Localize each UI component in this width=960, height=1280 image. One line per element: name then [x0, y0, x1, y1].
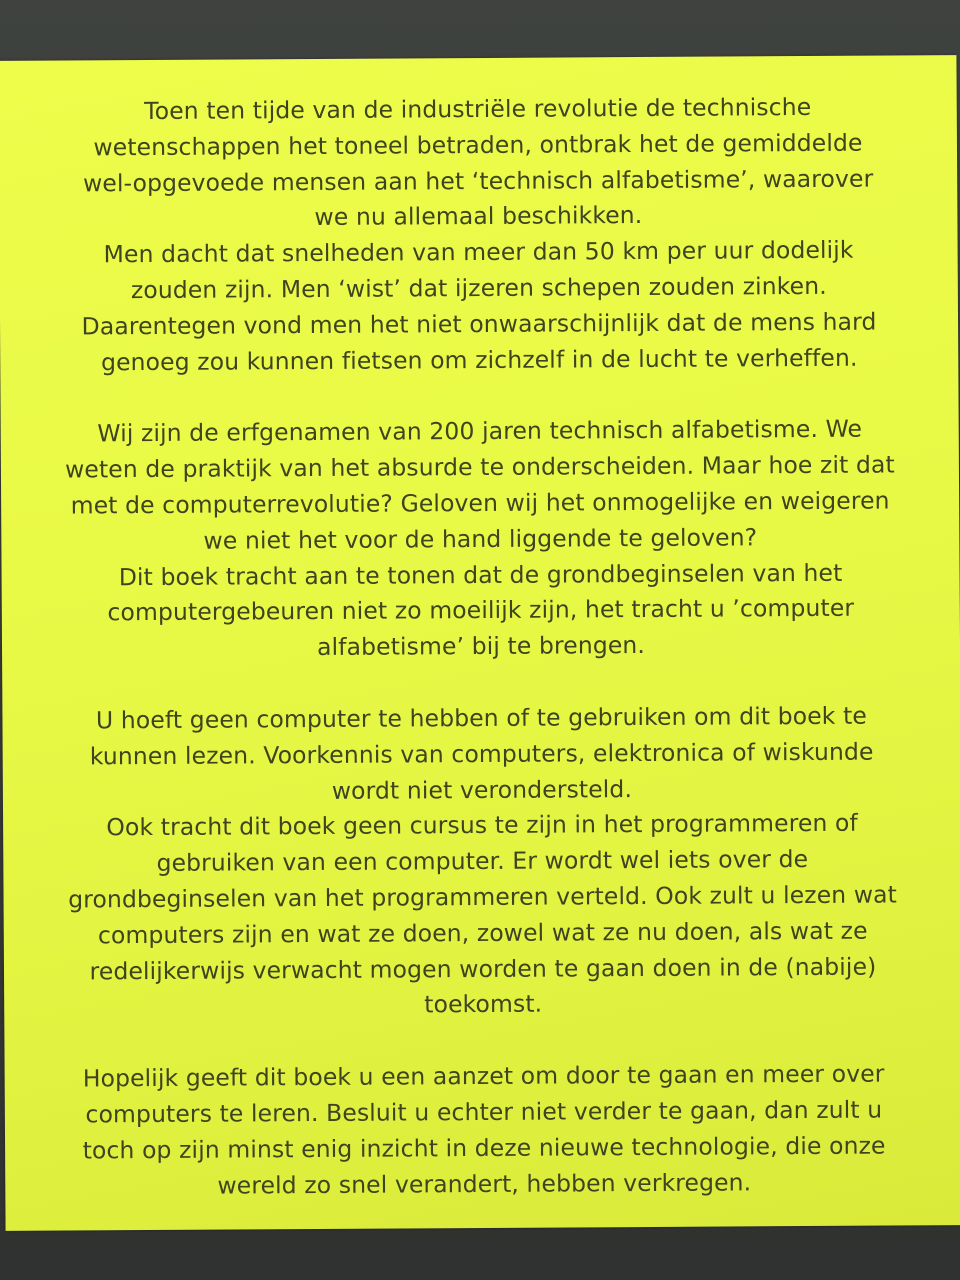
- text-line: we niet het voor de hand liggende te geloven?: [203, 523, 758, 555]
- text-line: wordt niet verondersteld.: [331, 774, 633, 805]
- text-line: grondbeginselen van het programmeren verteld. Ook zult u lezen wat: [68, 880, 898, 914]
- text-line: Wij zijn de erfgenamen van 200 jaren technisch alfabetisme. We: [97, 415, 863, 448]
- text-line: genoeg zou kunnen fietsen om zichzelf in de lucht te verheffen.: [100, 343, 858, 376]
- text-line: weten de praktijk van het absurde te onderscheiden. Maar hoe zit dat: [64, 450, 895, 484]
- text-line: Hopelijk geeft dit boek u een aanzet om door te gaan en meer over: [82, 1059, 885, 1093]
- paragraph-gap: [40, 376, 918, 417]
- paragraph-2: [41, 412, 921, 668]
- text-line: toch op zijn minst enig inzicht in deze nieuwe technologie, die onze: [82, 1131, 886, 1165]
- text-line: U hoeft geen computer te hebben of te gebruiken om dit boek te: [95, 701, 867, 735]
- text-line: toekomst.: [424, 989, 543, 1019]
- text-line: redelijkerwijs verwacht mogen worden te gaan doen in de (nabije): [89, 952, 877, 985]
- paragraph-gap: [42, 662, 920, 703]
- text-line: kunnen lezen. Voorkennis van computers, elektronica of wiskunde: [89, 737, 874, 771]
- text-line: wetenschappen het toneel betraden, ontbrak het de gemiddelde: [93, 128, 863, 162]
- text-line: Daarentegen vond men het niet onwaarschijnlijk dat de mens hard: [81, 307, 877, 341]
- paragraph-4: [45, 1056, 924, 1205]
- text-line: Ook tracht dit boek geen cursus te zijn in het programmeren of: [106, 809, 858, 842]
- text-line: wereld zo snel verandert, hebben verkregen.: [217, 1167, 752, 1200]
- paragraph-1: [39, 89, 919, 381]
- text-line: gebruiken van een computer. Er wordt wel iets over de: [156, 845, 809, 878]
- text-line: wel-opgevoede mensen aan het ‘technisch alfabetisme’, waarover: [82, 164, 874, 198]
- yellow-back-cover-panel: [0, 55, 960, 1231]
- blurb-text: [39, 89, 924, 1205]
- text-line: computers te leren. Besluit u echter niet verder te gaan, dan zult u: [85, 1095, 883, 1129]
- text-line: we nu allemaal beschikken.: [314, 201, 643, 232]
- paragraph-gap: [44, 1020, 922, 1061]
- text-line: Toen ten tijde van de industriële revolutie de technische: [144, 92, 812, 126]
- text-line: zouden zijn. Men ‘wist’ dat ijzeren schepen zouden zinken.: [130, 271, 827, 305]
- text-line: Dit boek tracht aan te tonen dat de grondbeginselen van het: [118, 558, 843, 591]
- paragraph-3: [42, 698, 922, 1026]
- text-line: computergebeuren niet zo moeilijk zijn, het tracht u ’computer: [107, 594, 855, 627]
- text-line: met de computerrevolutie? Geloven wij het onmogelijke en weigeren: [70, 486, 890, 520]
- text-line: computers zijn en wat ze doen, zowel wat ze nu doen, als wat ze: [97, 916, 868, 950]
- text-line: Men dacht dat snelheden van meer dan 50 km per uur dodelijk: [103, 235, 854, 269]
- text-line: alfabetisme’ bij te brengen.: [317, 631, 645, 662]
